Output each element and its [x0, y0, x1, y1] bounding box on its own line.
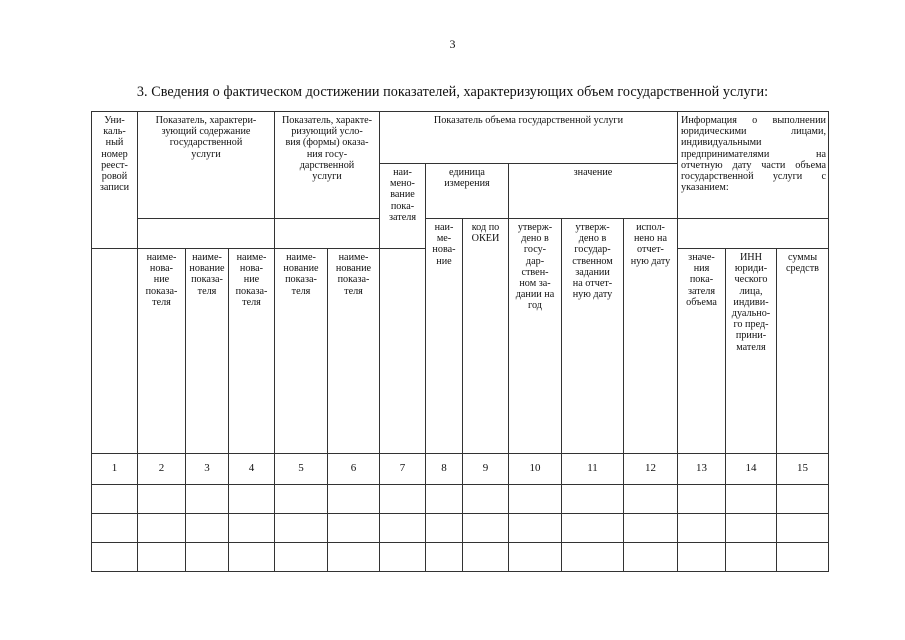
- empty-cell: [229, 543, 275, 572]
- header-unique-gap: [92, 249, 138, 454]
- empty-cell: [726, 485, 777, 514]
- header-info-legal-entities: Информация о выполнении юридическими лицами, индивидуальными предпринимателями на отчетную дату части объема государственной услуги с указанием:: [678, 112, 829, 219]
- header-okei-code: код по ОКЕИ: [463, 219, 509, 454]
- empty-cell: [678, 543, 726, 572]
- header-info-sums: суммы средств: [777, 249, 829, 454]
- header-unit-name: наи- ме- нова- ние: [426, 219, 463, 454]
- header-content-subhead-gap: [138, 219, 275, 249]
- column-number: 12: [624, 454, 678, 485]
- empty-cell: [275, 485, 328, 514]
- indicators-table: [91, 111, 829, 572]
- empty-cell: [463, 485, 509, 514]
- empty-cell: [463, 514, 509, 543]
- empty-cell: [328, 485, 380, 514]
- empty-cell: [509, 485, 562, 514]
- empty-cell: [229, 514, 275, 543]
- column-number: 6: [328, 454, 380, 485]
- column-number: 11: [562, 454, 624, 485]
- column-number: 15: [777, 454, 829, 485]
- header-content-indicator-name-2: наиме- нование показа- теля: [186, 249, 229, 454]
- empty-cell: [509, 543, 562, 572]
- header-unit-of-measure: единица измерения: [426, 164, 509, 219]
- column-number: 3: [186, 454, 229, 485]
- header-info-indicator-value: значе- ния пока- зателя объема: [678, 249, 726, 454]
- data-row: [92, 485, 829, 514]
- header-service-content-indicator: Показатель, характери- зующий содержание государственной услуги: [138, 112, 275, 219]
- empty-cell: [463, 543, 509, 572]
- empty-cell: [380, 514, 426, 543]
- header-info-subhead-gap: [678, 219, 829, 249]
- column-number: 10: [509, 454, 562, 485]
- empty-cell: [624, 485, 678, 514]
- empty-cell: [562, 514, 624, 543]
- header-conditions-indicator-name-1: наиме- нование показа- теля: [275, 249, 328, 454]
- empty-cell: [138, 485, 186, 514]
- empty-cell: [678, 485, 726, 514]
- empty-cell: [426, 543, 463, 572]
- empty-cell: [726, 543, 777, 572]
- header-executed-on-report-date: испол- нено на отчет- ную дату: [624, 219, 678, 454]
- page-number: 3: [449, 37, 456, 51]
- header-content-indicator-name-3: наиме- нова- ние показа- теля: [229, 249, 275, 454]
- column-number: 8: [426, 454, 463, 485]
- header-unique-record-number: Уни- каль- ный номер реест- ровой записи: [92, 112, 138, 249]
- empty-cell: [92, 485, 138, 514]
- header-info-inn: ИНН юриди- ческого лица, индиви- дуально- го пред- прини- мателя: [726, 249, 777, 454]
- empty-cell: [138, 543, 186, 572]
- column-number-row: [92, 454, 829, 485]
- column-number: 2: [138, 454, 186, 485]
- header-name-gap: [380, 249, 426, 454]
- header-approved-for-report-date: утверж- дено в государ- ственном задании на отчет- ную дату: [562, 219, 624, 454]
- empty-cell: [380, 543, 426, 572]
- empty-cell: [777, 485, 829, 514]
- column-number: 14: [726, 454, 777, 485]
- empty-cell: [426, 514, 463, 543]
- empty-cell: [562, 543, 624, 572]
- header-approved-for-year: утверж- дено в госу- дар- ствен- ном за- дании на год: [509, 219, 562, 454]
- empty-cell: [186, 543, 229, 572]
- empty-cell: [678, 514, 726, 543]
- column-number: 13: [678, 454, 726, 485]
- column-number: 1: [92, 454, 138, 485]
- column-number: 7: [380, 454, 426, 485]
- empty-cell: [426, 485, 463, 514]
- empty-cell: [328, 543, 380, 572]
- empty-cell: [275, 543, 328, 572]
- header-conditions-subhead-gap: [275, 219, 380, 249]
- empty-cell: [624, 514, 678, 543]
- empty-cell: [380, 485, 426, 514]
- empty-cell: [92, 543, 138, 572]
- empty-cell: [186, 514, 229, 543]
- header-volume-indicator-name: наи- мено- вание пока- зателя: [380, 164, 426, 249]
- empty-cell: [138, 514, 186, 543]
- header-content-indicator-name-1: наиме- нова- ние показа- теля: [138, 249, 186, 454]
- empty-cell: [229, 485, 275, 514]
- data-row: [92, 514, 829, 543]
- column-number: 9: [463, 454, 509, 485]
- column-number: 4: [229, 454, 275, 485]
- empty-cell: [328, 514, 380, 543]
- header-conditions-indicator-name-2: наиме- нование показа- теля: [328, 249, 380, 454]
- empty-cell: [275, 514, 328, 543]
- empty-cell: [624, 543, 678, 572]
- data-row: [92, 543, 829, 572]
- header-service-volume-indicator: Показатель объема государственной услуги: [380, 112, 678, 164]
- empty-cell: [509, 514, 562, 543]
- empty-cell: [777, 514, 829, 543]
- empty-cell: [92, 514, 138, 543]
- empty-cell: [777, 543, 829, 572]
- column-number: 5: [275, 454, 328, 485]
- empty-cell: [726, 514, 777, 543]
- header-value: значение: [509, 164, 678, 219]
- empty-cell: [186, 485, 229, 514]
- header-service-conditions-indicator: Показатель, характе- ризующий усло- вия (формы) оказа- ния госу- дарственной услуги: [275, 112, 380, 219]
- empty-cell: [562, 485, 624, 514]
- section-heading: 3. Сведения о фактическом достижении показателей, характеризующих объем государственной услуги:: [136, 84, 769, 100]
